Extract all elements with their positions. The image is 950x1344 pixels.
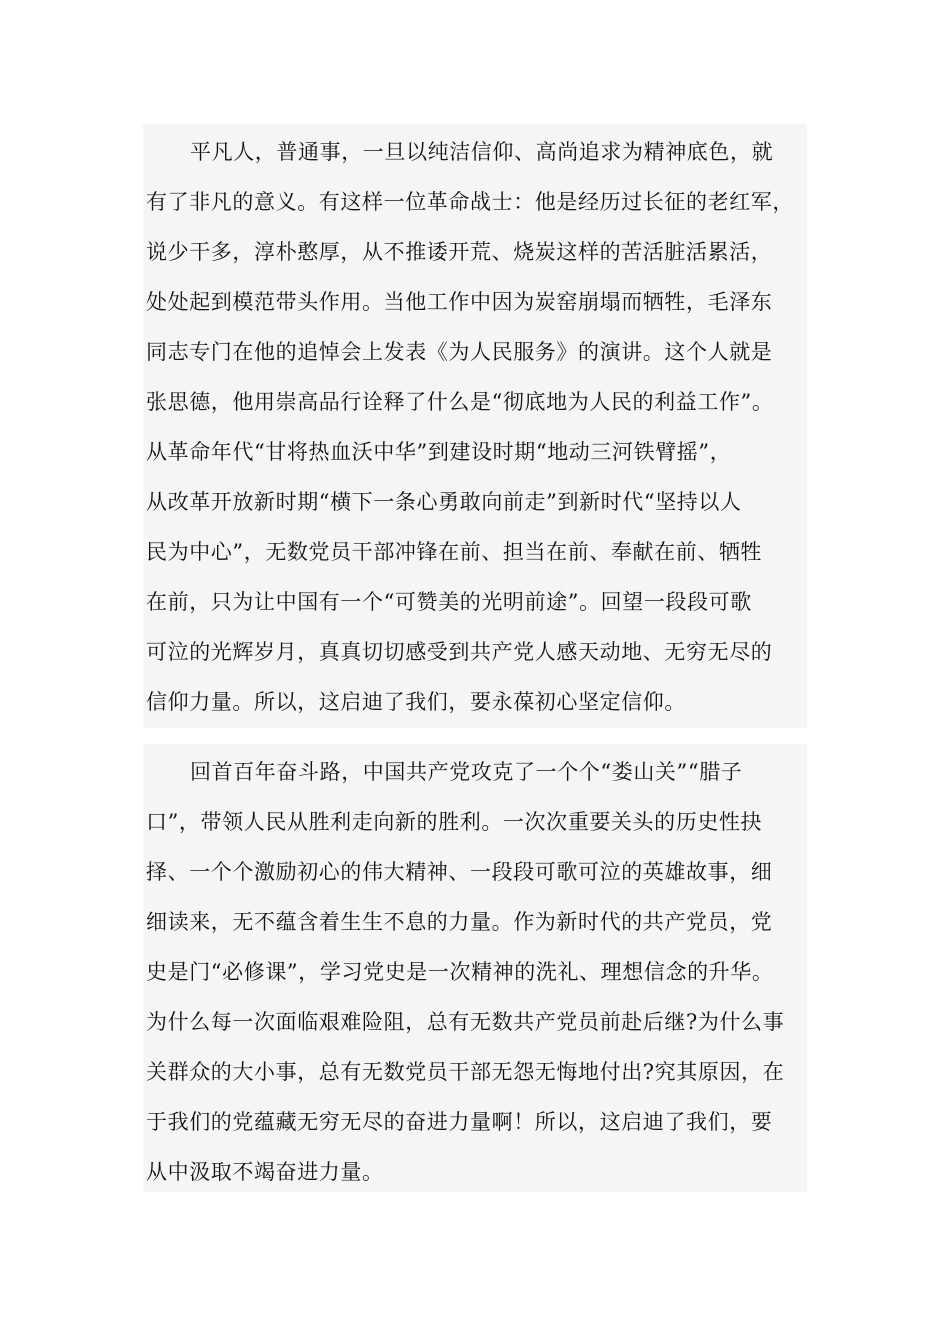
text-line: 有了非凡的意义。有这样一位革命战士：他是经历过长征的老红军， [146, 190, 794, 214]
text-line: 同志专门在他的追悼会上发表《为人民服务》的演讲。这个人就是 [146, 340, 773, 364]
text-line: 回首百年奋斗路，中国共产党攻克了一个个“娄山关”“腊子 [190, 760, 743, 784]
text-line: 张思德，他用崇高品行诠释了什么是“彻底地为人民的利益工作”。 [146, 390, 774, 414]
text-line: 从改革开放新时期“横下一条心勇敢向前走”到新时代“坚持以人 [146, 490, 742, 514]
text-line: 平凡人，普通事，一旦以纯洁信仰、高尚追求为精神底色，就 [190, 140, 774, 164]
text-line: 从革命年代“甘将热血沃中华”到建设时期“地动三河铁臂摇”， [146, 440, 732, 464]
text-line: 细读来，无不蕴含着生生不息的力量。作为新时代的共产党员，党 [146, 910, 773, 934]
text-line: 说少干多，淳朴憨厚，从不推诿开荒、烧炭这样的苦活脏活累活， [146, 240, 773, 264]
text-line: 关群众的大小事，总有无数党员干部无怨无悔地付出?究其原因，在 [146, 1060, 785, 1084]
text-line: 于我们的党蕴藏无穷无尽的奋进力量啊！所以，这启迪了我们，要 [146, 1110, 773, 1134]
paragraph-1 [146, 127, 806, 727]
text-line: 处处起到模范带头作用。当他工作中因为炭窑崩塌而牺牲，毛泽东 [146, 290, 773, 314]
text-line: 史是门“必修课”，学习党史是一次精神的洗礼、理想信念的升华。 [146, 960, 774, 984]
text-line: 信仰力量。所以，这启迪了我们，要永葆初心坚定信仰。 [146, 690, 686, 714]
text-line: 在前，只为让中国有一个“可赞美的光明前途”。回望一段段可歌 [146, 590, 752, 614]
text-line: 为什么每一次面临艰难险阻，总有无数共产党员前赴后继?为什么事 [146, 1010, 785, 1034]
text-line: 择、一个个激励初心的伟大精神、一段段可歌可泣的英雄故事，细 [146, 860, 773, 884]
paragraph-2 [146, 747, 806, 1197]
text-line: 口”，带领人民从胜利走向新的胜利。一次次重要关头的历史性抉 [146, 810, 763, 834]
text-line: 民为中心”，无数党员干部冲锋在前、担当在前、奉献在前、牺牲 [146, 540, 763, 564]
text-line: 可泣的光辉岁月，真真切切感受到共产党人感天动地、无穷无尽的 [146, 640, 773, 664]
text-line: 从中汲取不竭奋进力量。 [146, 1160, 384, 1184]
